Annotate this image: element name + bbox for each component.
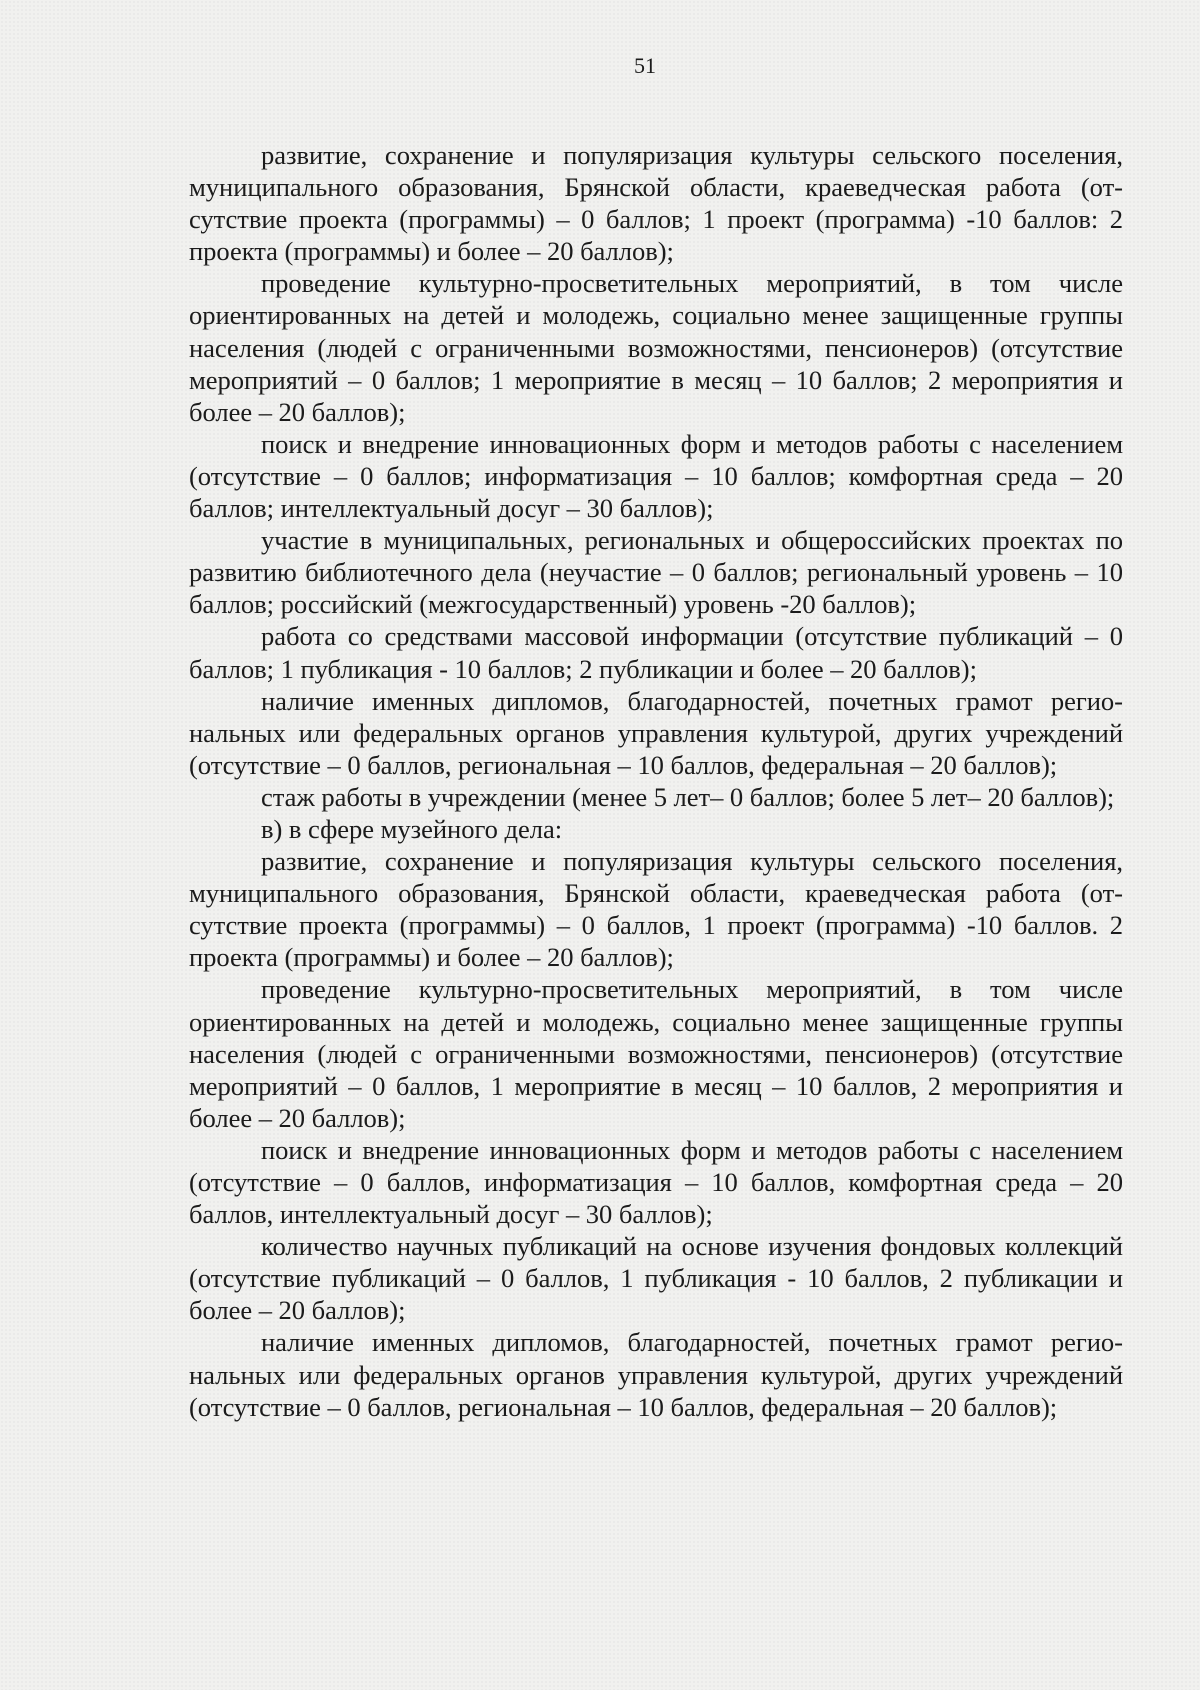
section-heading: в) в сфере музейного дела: [261, 813, 563, 844]
paragraph: развитие, сохранение и популяризация культуры сельского поселения, муниципального образования, Брянской области, краеведческая работа (отсутствие проекта (программы) – 0 баллов; 1 проект (программа) -10 баллов: 2 проекта (программы) и более – 20 баллов); [189, 140, 1123, 267]
paragraph: проведение культурно-просветительных мероприятий, в том числе ориентированных на детей и молодежь, социально менее защищенные группы населения (людей с ограниченными возможностями, пенсионеров) (отсутствие мероприятий – 0 баллов; 1 мероприятие в месяц – 10 баллов; 2 мероприятия и более – 20 баллов); [189, 268, 1123, 427]
paragraph: поиск и внедрение инновационных форм и методов работы с населением (отсутствие – 0 баллов; информатизация – 10 баллов; комфортная среда – 20 баллов; интеллектуальный досуг – 30 баллов); [189, 428, 1123, 524]
paragraph: проведение культурно-просветительных мероприятий, в том числе ориентированных на детей и молодежь, социально менее защищенные группы населения (людей с ограниченными возможностями, пенсионеров) (отсутствие мероприятий – 0 баллов, 1 мероприятие в месяц – 10 баллов, 2 мероприятия и более – 20 баллов); [189, 974, 1123, 1133]
page-number: 51 [634, 53, 656, 78]
paragraph: количество научных публикаций на основе изучения фондовых коллекций (отсутствие публикаций – 0 баллов, 1 публикация - 10 баллов, 2 публикации и более – 20 баллов); [189, 1231, 1123, 1326]
paragraph: развитие, сохранение и популяризация культуры сельского поселения, муниципального образования, Брянской области, краеведческая работа (отсутствие проекта (программы) – 0 баллов, 1 проект (программа) -10 баллов. 2 проекта (программы) и более – 20 баллов); [189, 846, 1123, 973]
document-body [189, 139, 1123, 1423]
paragraph: наличие именных дипломов, благодарностей, почетных грамот региональных или федеральных органов управления культурой, других учреждений (отсутствие – 0 баллов, региональная – 10 баллов, федеральная – 20 баллов); [189, 685, 1123, 780]
paragraph: участие в муниципальных, региональных и общероссийских проектах по развитию библиотечного дела (неучастие – 0 баллов; региональный уровень – 10 баллов; российский (межгосударственный) уровень -20 баллов); [189, 525, 1123, 620]
paragraph: поиск и внедрение инновационных форм и методов работы с населением (отсутствие – 0 баллов, информатизация – 10 баллов, комфортная среда – 20 баллов, интеллектуальный досуг – 30 баллов); [189, 1134, 1123, 1230]
paragraph: работа со средствами массовой информации (отсутствие публикаций – 0 баллов; 1 публикация - 10 баллов; 2 публикации и более – 20 баллов); [189, 621, 1123, 684]
paragraph: стаж работы в учреждении (менее 5 лет– 0 баллов; более 5 лет– 20 баллов); [261, 781, 1115, 812]
paragraph: наличие именных дипломов, благодарностей, почетных грамот региональных или федеральных органов управления культурой, других учреждений (отсутствие – 0 баллов, региональная – 10 баллов, федеральная – 20 баллов); [189, 1327, 1123, 1422]
